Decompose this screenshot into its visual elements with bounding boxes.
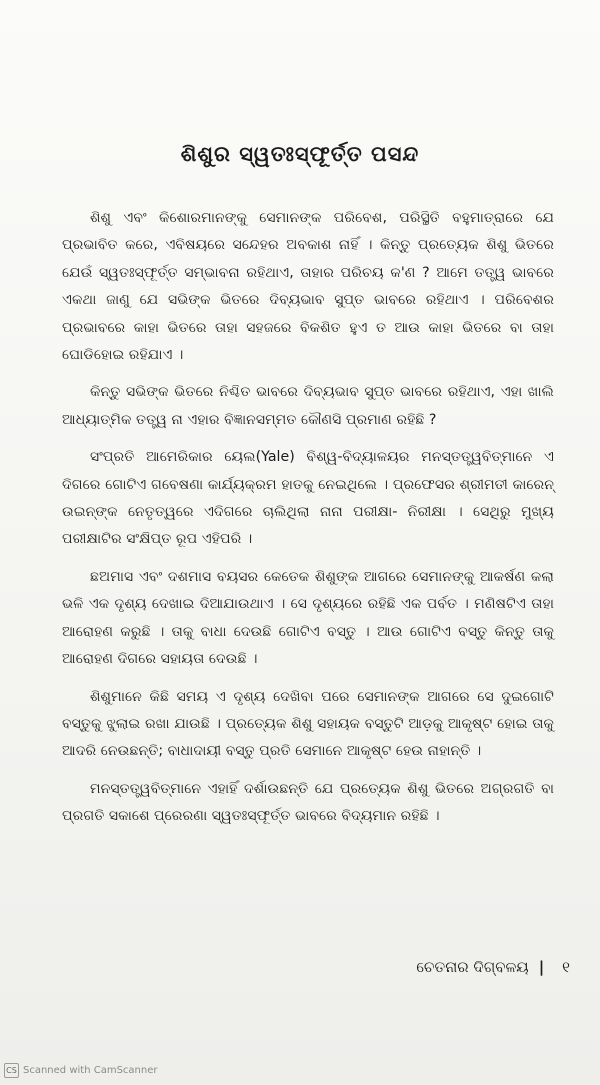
paragraph-2: କିନ୍ତୁ ସଭିଙ୍କ ଭିତରେ ନିଶ୍ଚିତ ଭାବରେ ଦିବ୍ୟଭାବ ସୁପ୍ତ ଭାବରେ ରହିଥାଏ, ଏହା ଖାଲି ଆଧ୍ୟାତ୍ମିକ ତତ୍ତ୍ୱ ନା ଏହାର ବିଜ୍ଞାନସମ୍ମତ କୌଣସି ପ୍ରମାଣ ରହିଛି ? (62, 384, 554, 428)
paragraph-3: ସଂପ୍ରତି ଆମେରିକାର ୟେଲ(Yale) ବିଶ୍ୱ-ବିଦ୍ୟାଳୟର ମନସ୍ତତ୍ତ୍ୱବିତ୍‌ମାନେ ଏ ଦିଗରେ ଗୋଟିଏ ଗବେଷଣା କାର୍ଯ୍ୟକ୍ରମ ହାତକୁ ନେଇଥିଲେ । ପ୍ରଫେସର ଶ୍ରୀମତୀ କାରେନ୍ ଉଇନ୍‌ଙ୍କ ନେତୃତ୍ୱରେ ଏଦିଗରେ ଚାଲିଥିଲା ନାନା ପରୀକ୍ଷା- ନିରୀକ୍ଷା । ସେଥିରୁ ମୁଖ୍ୟ ପରୀକ୍ଷାଟିର ସଂକ୍ଷିପ୍ତ ରୂପ ଏହିପରି । (62, 449, 554, 548)
watermark-text: Scanned with CamScanner (23, 1065, 158, 1076)
page-footer (300, 958, 570, 976)
book-title: ଚେତନାର ଦିଗ୍‌ବଳୟ (416, 958, 529, 976)
paragraph-1: ଶିଶୁ ଏବଂ କିଶୋରମାନଙ୍କୁ ସେମାନଙ୍କ ପରିବେଶ, ପରିସ୍ଥିତି ବହୁମାତ୍ରାରେ ଯେ ପ୍ରଭାବିତ କରେ, ଏବିଷୟରେ ସନ୍ଦେହର ଅବକାଶ ନାହିଁ । କିନ୍ତୁ ପ୍ରତ୍ୟେକ ଶିଶୁ ଭିତରେ ଯେଉଁ ସ୍ୱତଃସ୍ଫୂର୍ତ୍ତ ସମ୍ଭାବନା ରହିଥାଏ, ତାହାର ପରିଚୟ କ'ଣ ? ଆମେ ତତ୍ତ୍ୱ ଭାବରେ ଏକଥା ଜାଣୁ ଯେ ସଭିଙ୍କ ଭିତରେ ଦିବ୍ୟଭାବ ସୁପ୍ତ ଭାବରେ ରହିଥାଏ । ପରିବେଶର ପ୍ରଭାବରେ କାହା ଭିତରେ ତାହା ସହଜରେ ବିକଶିତ ହୁଏ ତ ଆଉ କାହା ଭିତରେ ବା ତାହା ଘୋଡିହୋଇ ରହିଯାଏ । (62, 210, 554, 364)
footer-separator: | (538, 958, 545, 976)
body-text (62, 205, 554, 841)
paragraph-5: ଶିଶୁମାନେ କିଛି ସମୟ ଏ ଦୃଶ୍ୟ ଦେଖିବା ପରେ ସେମାନଙ୍କ ଆଗରେ ସେ ଦୁଇଗୋଟି ବସ୍ତୁକୁ ଝୁଲାଇ ରଖା ଯାଉଛି । ପ୍ରତ୍ୟେକ ଶିଶୁ ସହାୟକ ବସ୍ତୁଟି ଆଡ଼କୁ ଆକୃଷ୍ଟ ହୋଇ ତାକୁ ଆଦରି ନେଉଛନ୍ତି; ବାଧାଦାୟୀ ବସ୍ତୁ ପ୍ରତି ସେମାନେ ଆକୃଷ୍ଟ ହେଉ ନାହାନ୍ତି । (62, 688, 554, 760)
scanner-watermark (4, 1063, 158, 1078)
page-number: ୧ (562, 958, 570, 976)
paragraph-6: ମନସ୍ତତ୍ତ୍ୱବିତ୍‌ମାନେ ଏହାହିଁ ଦର୍ଶାଉଛନ୍ତି ଯେ ପ୍ରତ୍ୟେକ ଶିଶୁ ଭିତରେ ଅଗ୍ରଗତି ବା ପ୍ରଗତି ସକାଶେ ପ୍ରେରଣା ସ୍ୱତଃସ୍ଫୂର୍ତ୍ତ ଭାବରେ ବିଦ୍ୟମାନ ରହିଛି । (62, 780, 554, 825)
page-title: ଶିଶୁର ସ୍ୱତଃସ୍ଫୂର୍ତ୍ତ ପସନ୍ଦ (180, 142, 420, 166)
paragraph-4: ଛଅମାସ ଏବଂ ଦଶମାସ ବୟସର କେତେକ ଶିଶୁଙ୍କ ଆଗରେ ସେମାନଙ୍କୁ ଆକର୍ଷଣ କଲା ଭଳି ଏକ ଦୃଶ୍ୟ ଦେଖାଇ ଦିଆଯାଉଥାଏ । ସେ ଦୃଶ୍ୟରେ ରହିଛି ଏକ ପର୍ବତ । ମଣିଷଟିଏ ତାହା ଆରୋହଣ କରୁଛି । ତାକୁ ବାଧା ଦେଉଛି ଗୋଟିଏ ବସ୍ତୁ । ଆଉ ଗୋଟିଏ ବସ୍ତୁ କିନ୍ତୁ ତାକୁ ଆରୋହଣ ଦିଗରେ ସହାୟତା ଦେଉଛି । (62, 568, 554, 668)
camscanner-icon: CS (4, 1063, 19, 1078)
